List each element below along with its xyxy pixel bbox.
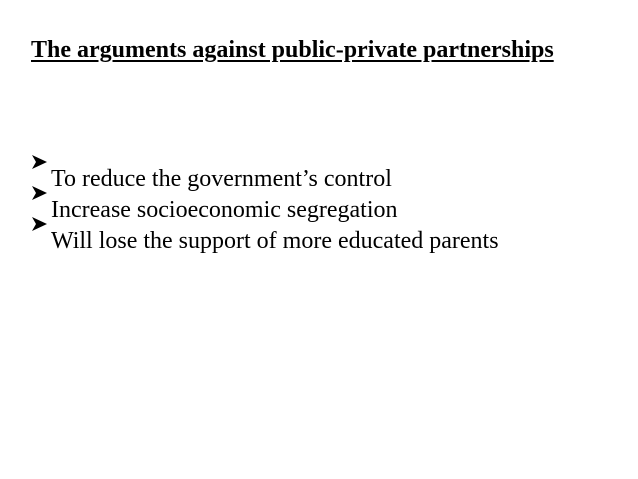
list-item — [31, 226, 631, 257]
bullet-text: Will lose the support of more educated parents — [51, 228, 499, 254]
bullet-list — [31, 164, 631, 257]
arrow-bullet-icon — [31, 230, 51, 248]
bullet-text: Increase socioeconomic segregation — [51, 197, 398, 223]
list-item — [31, 164, 631, 195]
bullet-text: To reduce the government’s control — [51, 166, 392, 192]
list-item — [31, 195, 631, 226]
slide-title: The arguments against public-private partnerships — [31, 37, 554, 63]
